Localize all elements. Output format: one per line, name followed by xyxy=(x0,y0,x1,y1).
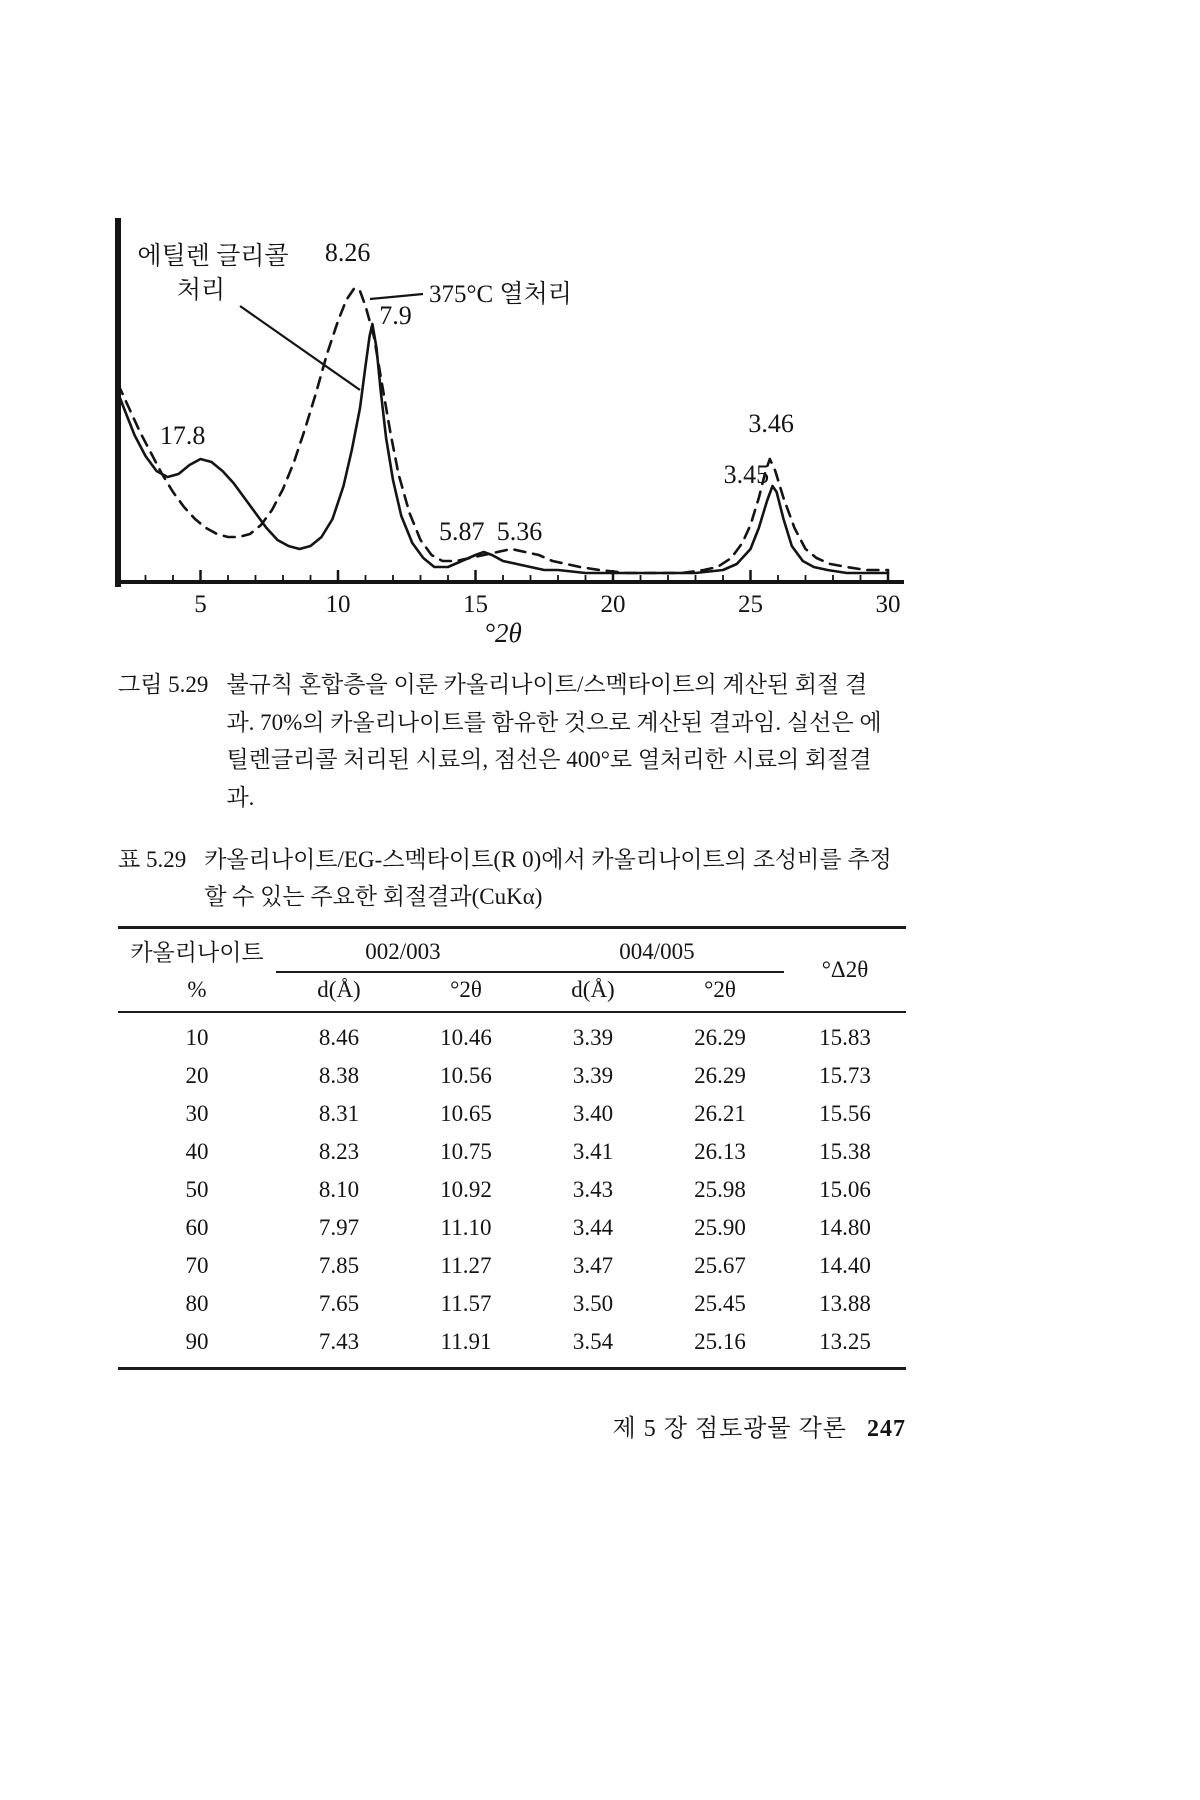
table-cell: 3.40 xyxy=(572,1101,614,1126)
table-caption-text: 카올리나이트/EG-스멕타이트(R 0)에서 카올리나이트의 조성비를 추정할 수 있는 주요한 회절결과(CuKα) xyxy=(204,847,892,909)
table-cell: 15.06 xyxy=(819,1177,871,1202)
table-row xyxy=(118,1095,906,1133)
table-cell: 30 xyxy=(185,1101,209,1126)
figure-caption-label: 그림 5.29 xyxy=(118,672,209,697)
table-cell: 25.16 xyxy=(694,1329,746,1354)
table-cell: 10.56 xyxy=(440,1063,492,1088)
x-axis-tick-label: 20 xyxy=(600,591,626,618)
table-cell: 26.21 xyxy=(694,1101,746,1126)
peak-label: 3.46 xyxy=(748,409,794,438)
table-cell: 26.13 xyxy=(694,1139,746,1164)
peak-label: 8.26 xyxy=(324,238,371,267)
table-cell: 10.46 xyxy=(440,1025,492,1050)
callout-heat-pointer-line xyxy=(370,294,423,299)
table-body xyxy=(118,1012,906,1369)
table-row xyxy=(118,1323,906,1369)
figure-caption xyxy=(118,666,918,817)
table-header xyxy=(118,928,906,1013)
table-cell: 11.57 xyxy=(440,1291,492,1316)
table-caption-label: 표 5.29 xyxy=(118,847,187,872)
callout-ethylene-glycol-line2: 처리 xyxy=(176,277,226,304)
table-row xyxy=(118,1012,906,1057)
table-cell: 3.50 xyxy=(572,1291,614,1316)
callout-heat-treatment: 375°C 열처리 xyxy=(429,281,572,308)
table-cell: 8.38 xyxy=(318,1063,360,1088)
table-cell: 15.38 xyxy=(819,1139,871,1164)
table-cell: 11.10 xyxy=(440,1215,492,1240)
table-cell: 10.65 xyxy=(440,1101,492,1126)
table-cell: 80 xyxy=(185,1291,209,1316)
table-cell: 3.44 xyxy=(572,1215,614,1240)
table-cell: 40 xyxy=(185,1139,209,1164)
peak-label: 7.9 xyxy=(379,301,412,330)
xrd-figure xyxy=(88,192,968,662)
peak-label: 3.45 xyxy=(723,460,770,489)
table-cell: 8.10 xyxy=(318,1177,360,1202)
table-cell: 15.83 xyxy=(819,1025,871,1050)
x-axis-tick-label: 25 xyxy=(738,591,763,618)
table-cell: 15.56 xyxy=(819,1101,871,1126)
table-cell: 25.90 xyxy=(694,1215,746,1240)
table-cell: 8.31 xyxy=(318,1101,360,1126)
table-cell: 10 xyxy=(185,1025,209,1050)
diffraction-table xyxy=(118,926,906,1370)
header-group-004-005: 004/005 xyxy=(530,928,784,973)
table-cell: 8.46 xyxy=(318,1025,360,1050)
x-axis-tick-label: 15 xyxy=(463,591,488,618)
x-axis-tick-label: 5 xyxy=(194,591,207,618)
table-cell: 20 xyxy=(185,1063,209,1088)
header-percent: % xyxy=(118,972,276,1012)
table-cell: 8.23 xyxy=(318,1139,360,1164)
table-row xyxy=(118,1057,906,1095)
header-d-angstrom-1: d(Å) xyxy=(276,972,402,1012)
diffraction-table-wrap xyxy=(118,926,906,1370)
figure-caption-text: 불규칙 혼합층을 이룬 카올리나이트/스멕타이트의 계산된 회절 결과. 70%의 카올리나이트를 함유한 것으로 계산된 결과임. 실선은 에틸렌글리콜 처리된 시료의, 점선은 400°로 열처리한 시료의 회절결과. xyxy=(226,672,882,811)
table-row xyxy=(118,1171,906,1209)
table-cell: 26.29 xyxy=(694,1025,746,1050)
xrd-chart-svg xyxy=(88,192,968,662)
table-cell: 3.41 xyxy=(572,1139,614,1164)
peak-label: 5.36 xyxy=(496,517,543,546)
table-cell: 50 xyxy=(185,1177,209,1202)
table-cell: 7.97 xyxy=(318,1215,360,1240)
footer-chapter-title: 제 5 장 점토광물 각론 xyxy=(612,1416,847,1442)
x-axis-tick-label: 10 xyxy=(325,591,351,618)
table-cell: 7.43 xyxy=(318,1329,360,1354)
table-cell: 70 xyxy=(185,1253,209,1278)
table-cell: 14.80 xyxy=(819,1215,871,1240)
header-kaolinite: 카올리나이트 xyxy=(130,940,264,965)
table-cell: 26.29 xyxy=(694,1063,746,1088)
table-cell: 90 xyxy=(185,1329,209,1354)
table-cell: 3.39 xyxy=(572,1025,614,1050)
table-cell: 11.27 xyxy=(440,1253,492,1278)
footer-page-number: 247 xyxy=(867,1416,906,1442)
table-cell: 7.65 xyxy=(318,1291,360,1316)
page-footer xyxy=(0,1408,906,1443)
table-row xyxy=(118,1247,906,1285)
table-cell: 25.98 xyxy=(694,1177,746,1202)
table-row xyxy=(118,1285,906,1323)
table-cell: 13.25 xyxy=(819,1329,871,1354)
table-cell: 25.67 xyxy=(694,1253,746,1278)
header-d-angstrom-2: d(Å) xyxy=(530,972,656,1012)
table-row xyxy=(118,1133,906,1171)
callout-ethylene-pointer-line xyxy=(240,306,360,390)
xrd-plot xyxy=(115,218,904,618)
table-cell: 10.92 xyxy=(440,1177,492,1202)
header-2theta-2: °2θ xyxy=(656,972,784,1012)
table-cell: 60 xyxy=(185,1215,209,1240)
x-axis-tick-label: 30 xyxy=(875,591,901,618)
header-delta-2theta: °Δ2θ xyxy=(784,928,906,1013)
table-caption xyxy=(118,842,928,916)
table-cell: 13.88 xyxy=(819,1291,871,1316)
table-cell: 11.91 xyxy=(440,1329,492,1354)
table-cell: 14.40 xyxy=(819,1253,871,1278)
table-cell: 3.39 xyxy=(572,1063,614,1088)
header-group-002-003: 002/003 xyxy=(276,928,530,973)
peak-label: 17.8 xyxy=(159,421,206,450)
table-cell: 3.47 xyxy=(572,1253,614,1278)
table-cell: 3.43 xyxy=(572,1177,614,1202)
table-cell: 15.73 xyxy=(819,1063,871,1088)
table-cell: 7.85 xyxy=(318,1253,360,1278)
peak-label: 5.87 xyxy=(439,517,485,546)
table-row xyxy=(118,1209,906,1247)
table-cell: 25.45 xyxy=(694,1291,746,1316)
header-2theta-1: °2θ xyxy=(402,972,530,1012)
callout-ethylene-glycol-line1: 에틸렌 글리콜 xyxy=(137,243,289,270)
table-cell: 3.54 xyxy=(572,1329,614,1354)
x-axis-label: °2θ xyxy=(484,618,522,648)
table-cell: 10.75 xyxy=(440,1139,492,1164)
